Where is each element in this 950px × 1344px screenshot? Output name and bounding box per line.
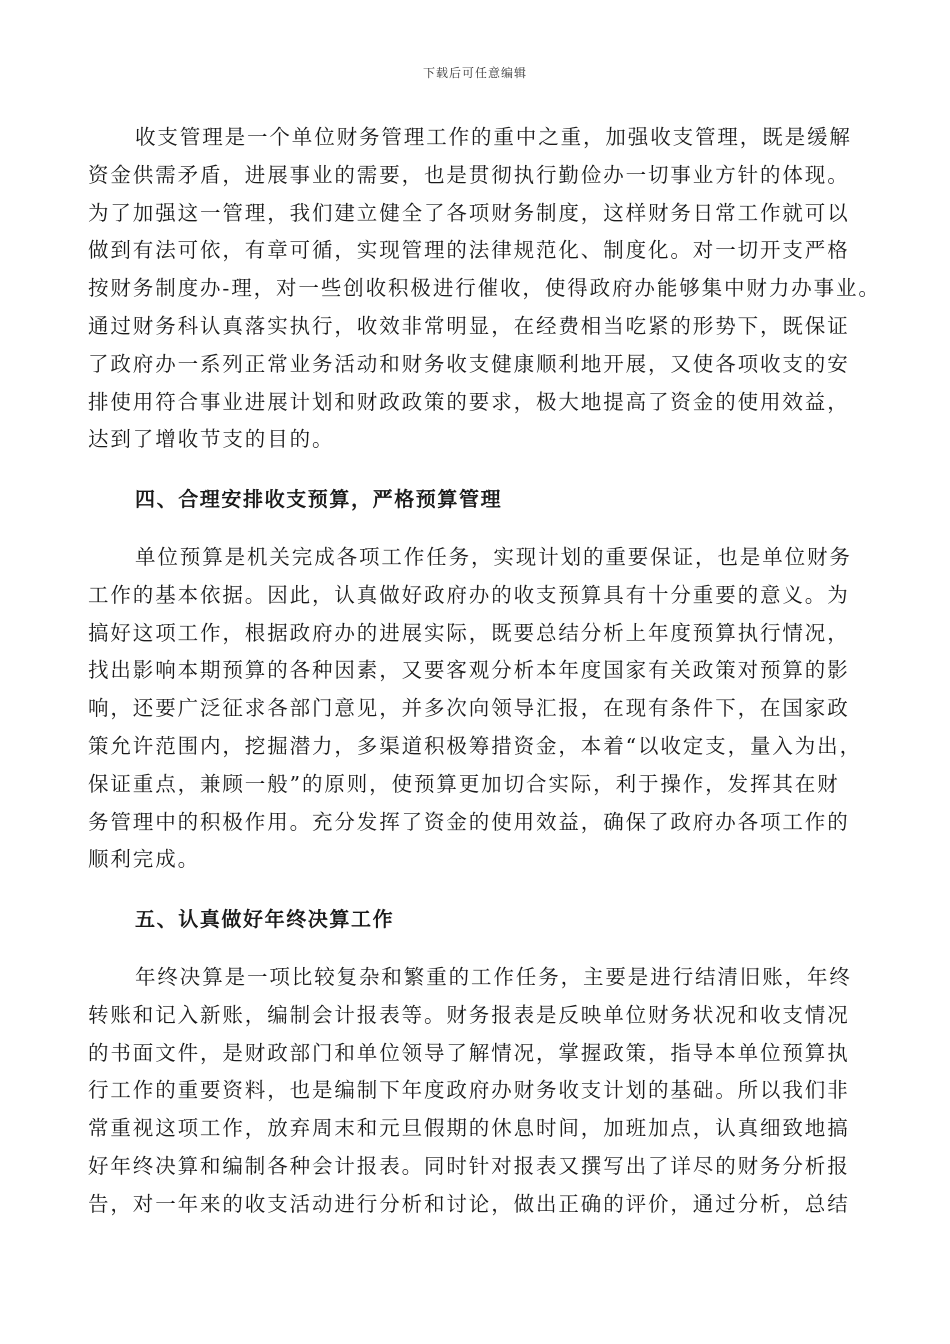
paragraph-line: 顺利完成。 bbox=[88, 847, 200, 872]
paragraph-line: 单位预算是机关完成各项工作任务，实现计划的重要保证，也是单位财务 bbox=[135, 544, 852, 569]
paragraph-line: 告，对一年来的收支活动进行分析和讨论，做出正确的评价，通过分析，总结 bbox=[88, 1191, 850, 1216]
paragraph-line: 工作的基本依据。因此，认真做好政府办的收支预算具有十分重要的意义。为 bbox=[88, 582, 850, 607]
paragraph-line: 务管理中的积极作用。充分发挥了资金的使用效益，确保了政府办各项工作的 bbox=[88, 809, 850, 834]
paragraph-line: 年终决算是一项比较复杂和繁重的工作任务，主要是进行结清旧账，年终 bbox=[135, 964, 852, 989]
paragraph-line: 排使用符合事业进展计划和财政政策的要求，极大地提高了资金的使用效益， bbox=[88, 389, 850, 414]
paragraph-line: 转账和记入新账，编制会计报表等。财务报表是反映单位财务状况和收支情况 bbox=[88, 1002, 850, 1027]
paragraph-line: 的书面文件，是财政部门和单位领导了解情况，掌握政策，指导本单位预算执 bbox=[88, 1040, 850, 1065]
paragraph-line: 为了加强这一管理，我们建立健全了各项财务制度，这样财务日常工作就可以 bbox=[88, 200, 850, 225]
paragraph-line: 好年终决算和编制各种会计报表。同时针对报表又撰写出了详尽的财务分析报 bbox=[88, 1153, 850, 1178]
paragraph-line: 按财务制度办-理，对一些创收积极进行催收，使得政府办能够集中财力办事业。 bbox=[88, 276, 881, 301]
paragraph-line: 了政府办一系列正常业务活动和财务收支健康顺利地开展，又使各项收支的安 bbox=[88, 351, 850, 376]
page-header: 下载后可任意编辑 bbox=[422, 66, 527, 80]
paragraph-line: 达到了增收节支的目的。 bbox=[88, 427, 335, 452]
paragraph-finance-management bbox=[88, 119, 881, 459]
paragraph-line: 行工作的重要资料，也是编制下年度政府办财务收支计划的基础。所以我们非 bbox=[88, 1078, 850, 1103]
document-body bbox=[88, 119, 881, 1224]
paragraph-line: 收支管理是一个单位财务管理工作的重中之重，加强收支管理，既是缓解 bbox=[135, 125, 852, 149]
section-heading-year-end: 五、认真做好年终决算工作 bbox=[135, 907, 395, 932]
paragraph-line: 策允许范围内，挖掘潜力，多渠道积极筹措资金，本着“以收定支，量入为出， bbox=[88, 733, 862, 758]
paragraph-line: 做到有法可依，有章可循，实现管理的法律规范化、制度化。对一切开支严格 bbox=[88, 238, 850, 263]
section-heading-budget: 四、合理安排收支预算，严格预算管理 bbox=[135, 487, 503, 512]
paragraph-year-end bbox=[88, 959, 878, 1224]
paragraph-line: 资金供需矛盾，进展事业的需要，也是贯彻执行勤俭办一切事业方针的体现。 bbox=[88, 162, 850, 187]
paragraph-line: 保证重点，兼顾一般”的原则，使预算更加切合实际，利于操作，发挥其在财 bbox=[88, 771, 840, 796]
paragraph-budget bbox=[88, 539, 878, 879]
paragraph-line: 找出影响本期预算的各种因素，又要客观分析本年度国家有关政策对预算的影 bbox=[88, 658, 850, 683]
paragraph-line: 搞好这项工作，根据政府办的进展实际，既要总结分析上年度预算执行情况， bbox=[88, 620, 850, 645]
paragraph-line: 常重视这项工作，放弃周末和元旦假期的休息时间，加班加点，认真细致地搞 bbox=[88, 1116, 850, 1141]
paragraph-line: 通过财务科认真落实执行，收效非常明显，在经费相当吃紧的形势下，既保证 bbox=[88, 313, 850, 338]
paragraph-line: 响，还要广泛征求各部门意见，并多次向领导汇报，在现有条件下，在国家政 bbox=[88, 696, 850, 721]
